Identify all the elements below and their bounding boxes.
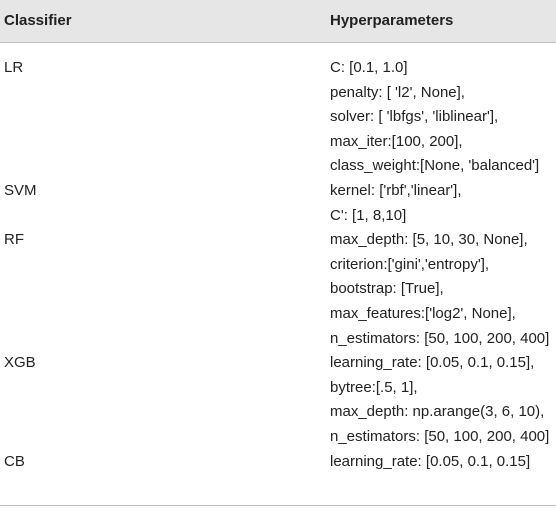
hyperparameters-cell	[330, 450, 556, 475]
header-classifier: Classifier	[4, 12, 72, 29]
hyperparameter-line: criterion:['gini','entropy'],	[330, 255, 490, 273]
hyperparameter-line: bytree:[.5, 1],	[330, 378, 418, 396]
table-body	[0, 56, 556, 474]
hyperparameters-cell	[330, 179, 556, 228]
hyperparameter-line: class_weight:[None, 'balanced']	[330, 157, 540, 175]
table-row	[0, 351, 556, 449]
classifier-cell: CB	[4, 452, 25, 470]
hyperparameter-line: max_iter:[100, 200],	[330, 132, 463, 150]
header-hyperparameters: Hyperparameters	[330, 12, 454, 29]
classifier-cell: RF	[4, 231, 24, 249]
hyperparameter-line: C: [0.1, 1.0]	[330, 59, 408, 76]
hyperparameter-line: n_estimators: [50, 100, 200, 400]	[330, 329, 550, 347]
hyperparameters-cell	[330, 56, 556, 179]
header-rule	[0, 42, 556, 43]
hyperparameter-line: learning_rate: [0.05, 0.1, 0.15]	[330, 452, 531, 470]
classifier-cell: LR	[4, 59, 24, 76]
table-row	[0, 450, 556, 475]
hyperparameter-line: kernel: ['rbf','linear'],	[330, 181, 462, 199]
table-header	[0, 0, 556, 42]
hyperparameters-cell	[330, 228, 556, 351]
hyperparameter-line: max_features:['log2', None],	[330, 304, 516, 322]
classifier-cell: SVM	[4, 181, 37, 199]
table-row	[0, 179, 556, 228]
table-row	[0, 228, 556, 351]
hyperparameter-line: max_depth: np.arange(3, 6, 10),	[330, 403, 545, 421]
hyperparameter-line: bootstrap: [True],	[330, 280, 444, 298]
hyperparameter-line: learning_rate: [0.05, 0.1, 0.15],	[330, 354, 535, 372]
hyperparameter-line: C': [1, 8,10]	[330, 206, 407, 224]
hyperparameter-line: penalty: [ 'l2', None],	[330, 83, 465, 101]
hyperparameter-line: max_depth: [5, 10, 30, None],	[330, 231, 528, 249]
classifier-cell: XGB	[4, 354, 36, 372]
bottom-rule	[0, 505, 556, 506]
hyperparameters-cell	[330, 351, 556, 449]
table-row	[0, 56, 556, 179]
hyperparameter-line: n_estimators: [50, 100, 200, 400]	[330, 427, 550, 445]
hyperparameter-line: solver: [ 'lbfgs', 'liblinear'],	[330, 108, 499, 126]
